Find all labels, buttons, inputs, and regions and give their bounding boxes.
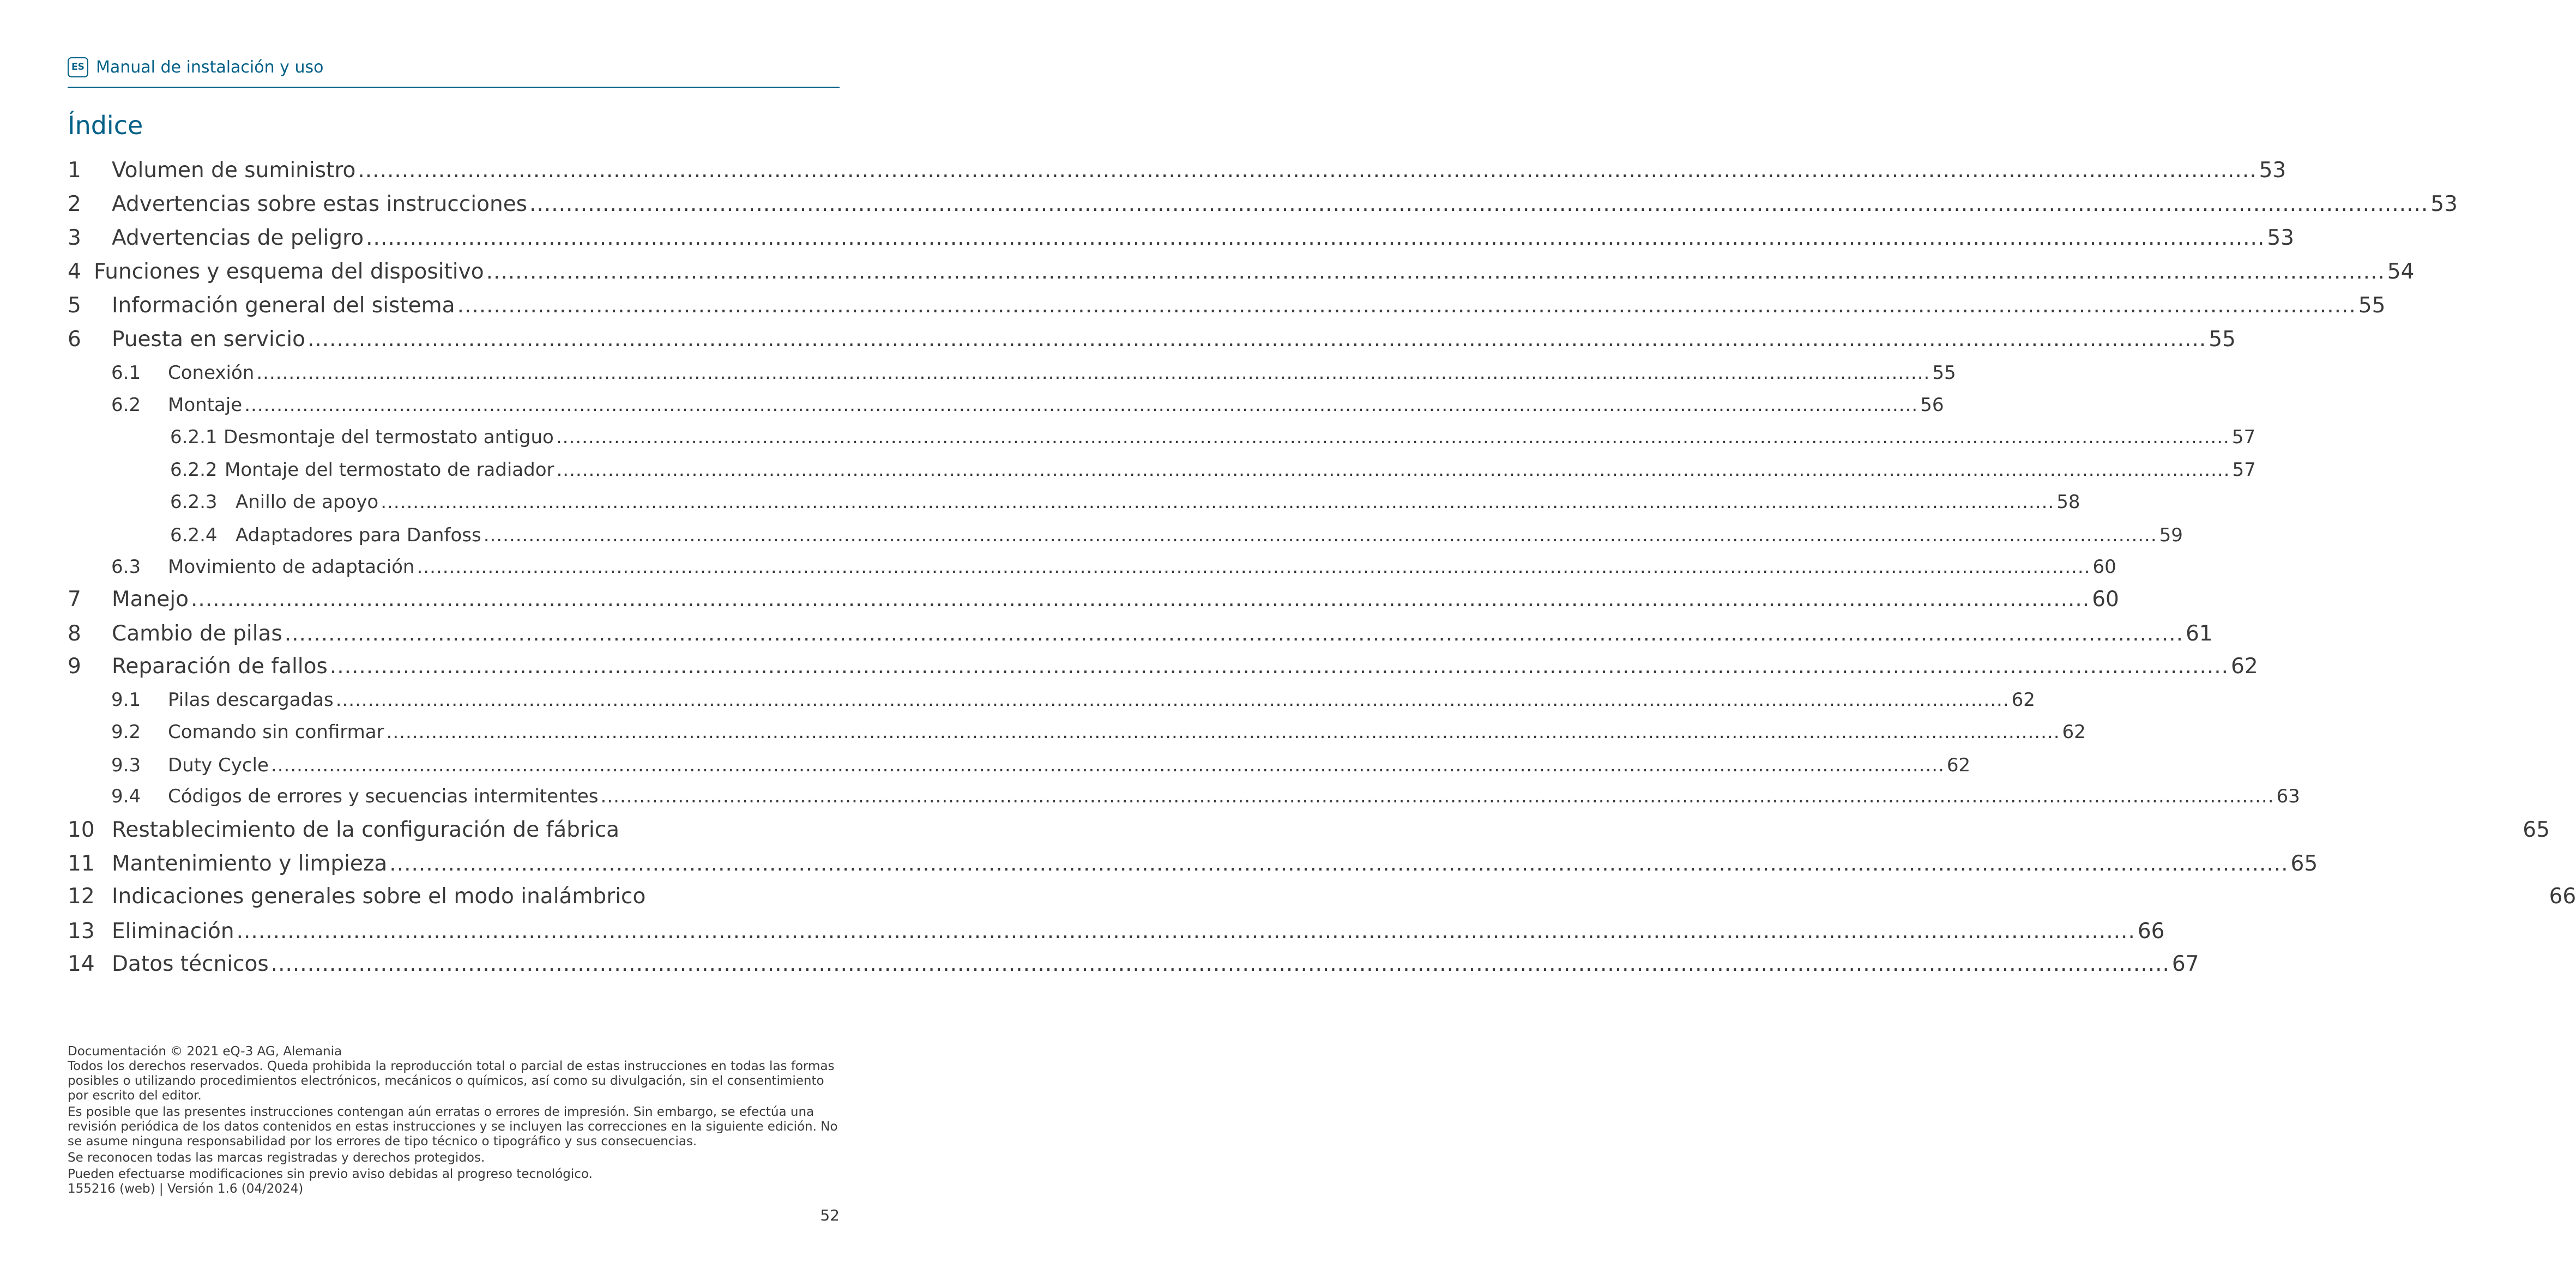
toc-entry-page: 54 [2387,259,2415,284]
toc-entry-page: 55 [2358,293,2386,318]
toc-dot-leader: .................................................................................................................................................................................................................................................................... [244,394,1919,416]
language-badge: ES [68,57,88,77]
toc-entry-number: 6.2.1 [170,426,218,448]
toc-entry-number: 6.1 [111,362,141,384]
toc-entry-title: Funciones y esquema del dispositivo [94,259,484,284]
toc-dot-leader: .................................................................................................................................................................................................................................................................... [236,919,2135,944]
toc-entry-number: 9.3 [111,754,141,776]
toc-entry-number: 6.2.4 [170,524,218,546]
toc-entry[interactable] [111,394,1944,418]
toc-entry-title: Advertencias sobre estas instrucciones [112,192,528,216]
toc-entry-page: 66 [2549,884,2576,909]
toc-entry-title: Montaje del termostato de radiador [225,459,554,481]
toc-dot-leader: .................................................................................................................................................................................................................................................................... [329,654,2229,679]
toc-dot-leader: .................................................................................................................................................................................................................................................................... [600,785,2275,807]
toc-entry[interactable] [68,226,2294,253]
toc-entry-page: 53 [2430,192,2458,216]
toc-entry-number: 12 [68,884,95,909]
toc-entry-number: 9 [68,654,81,679]
toc-entry-number: 5 [68,293,81,318]
toc-entry[interactable] [111,362,1956,386]
toc-entry-title: Reparación de fallos [112,654,328,679]
toc-entry-number: 11 [68,851,95,876]
toc-entry[interactable] [68,654,2258,681]
toc-entry-page: 62 [2011,689,2035,711]
toc-entry[interactable] [111,721,2086,745]
toc-entry-page: 57 [2232,459,2256,481]
toc-entry[interactable] [68,621,2213,649]
toc-entry-page: 56 [1920,394,1944,416]
toc-dot-leader: .................................................................................................................................................................................................................................................................... [381,491,2055,513]
toc-entry-page: 59 [2159,524,2183,546]
toc-entry-number: 9.1 [111,689,141,711]
toc-entry-number: 9.4 [111,785,141,807]
toc-entry-title: Pilas descargadas [168,689,334,711]
modifications-line: Pueden efectuarse modificaciones sin previo aviso debidas al progreso tecnológico. [68,1167,593,1181]
toc-entry-number: 8 [68,621,81,646]
toc-dot-leader: .................................................................................................................................................................................................................................................................... [417,556,2091,578]
toc-dot-leader: .................................................................................................................................................................................................................................................................... [529,192,2429,216]
toc-entry-number: 4 [68,259,81,284]
toc-entry-title: Información general del sistema [112,293,455,318]
toc-dot-leader: .................................................................................................................................................................................................................................................................... [358,158,2257,183]
toc-entry-title: Montaje [168,394,243,416]
toc-dot-leader: .................................................................................................................................................................................................................................................................... [190,587,2090,612]
rights-paragraph: Todos los derechos reservados. Queda prohibida la reproducción total o parcial de estas instrucciones en todas las formas posibles o utilizando procedimientos electrónicos, mecánicos o químicos, así como su divulgación, sin el consentimiento por escrito del editor. [68,1059,835,1103]
toc-entry-number: 6.2.3 [170,491,218,513]
toc-entry[interactable] [68,192,2458,219]
toc-entry-page: 57 [2231,426,2256,448]
toc-entry[interactable] [111,785,2300,809]
toc-dot-leader: .................................................................................................................................................................................................................................................................... [270,952,2170,976]
toc-entry-number: 3 [68,226,81,250]
toc-entry-title: Volumen de suministro [112,158,356,183]
toc-entry-page: 67 [2171,952,2199,976]
toc-entry-page: 62 [2062,721,2086,743]
toc-entry[interactable] [68,293,2386,321]
toc-entry-number: 9.2 [111,721,141,743]
toc-dot-leader: .................................................................................................................................................................................................................................................................... [335,689,2010,711]
toc-entry[interactable] [68,818,2550,845]
toc-dot-leader: .................................................................................................................................................................................................................................................................... [366,226,2265,250]
page-number: 52 [820,1206,840,1224]
toc-entry-page: 60 [2092,587,2119,612]
toc-entry-title: Eliminación [112,919,234,944]
toc-entry-number: 6.2 [111,394,141,416]
toc-dot-leader: .................................................................................................................................................................................................................................................................... [256,362,1931,384]
toc-entry-page: 62 [2231,654,2258,679]
toc-dot-leader: .................................................................................................................................................................................................................................................................... [457,293,2356,318]
toc-entry[interactable] [111,754,1971,778]
legal-footer [68,1044,840,1197]
toc-entry[interactable] [68,952,2199,979]
page-title: Índice [68,111,143,140]
toc-entry-title: Advertencias de peligro [112,226,364,250]
toc-entry[interactable] [111,556,2116,580]
toc-entry-page: 53 [2267,226,2294,250]
toc-entry-page: 65 [2523,818,2550,842]
toc-entry-page: 66 [2137,919,2165,944]
toc-entry[interactable] [170,524,2183,548]
toc-entry-title: Conexión [168,362,255,384]
trademarks-line: Se reconocen todas las marcas registradas y derechos protegidos. [68,1151,485,1165]
toc-entry-page: 55 [2209,327,2236,352]
toc-entry-page: 58 [2056,491,2080,513]
toc-dot-leader: .................................................................................................................................................................................................................................................................... [556,426,2230,448]
toc-entry-page: 60 [2092,556,2116,578]
toc-entry-title: Manejo [112,587,189,612]
toc-entry-title: Duty Cycle [168,754,269,776]
toc-entry[interactable] [68,919,2165,946]
toc-dot-leader: .................................................................................................................................................................................................................................................................... [386,721,2060,743]
toc-entry-title: Cambio de pilas [112,621,282,646]
toc-dot-leader: .................................................................................................................................................................................................................................................................... [483,524,2157,546]
copyright-line: Documentación © 2021 eQ-3 AG, Alemania [68,1044,342,1059]
toc-entry-title: Códigos de errores y secuencias intermitentes [168,785,599,807]
toc-entry-number: 6.2.2 [170,459,218,481]
toc-entry-title: Desmontaje del termostato antiguo [224,426,554,448]
toc-entry[interactable] [170,491,2080,515]
toc-entry[interactable] [68,158,2287,185]
toc-entry-title: Mantenimiento y limpieza [112,851,388,876]
toc-dot-leader: .................................................................................................................................................................................................................................................................... [556,459,2230,481]
toc-entry[interactable] [170,426,2256,450]
toc-entry-page: 62 [1946,754,1971,776]
toc-entry[interactable] [68,259,2415,287]
toc-entry-title: Indicaciones generales sobre el modo inalámbrico [112,884,646,909]
toc-entry-number: 6 [68,327,81,352]
toc-entry-title: Anillo de apoyo [236,491,379,513]
toc-entry[interactable] [68,851,2318,879]
toc-entry-number: 14 [68,952,95,976]
version-line: 155216 (web) | Versión 1.6 (04/2024) [68,1182,304,1196]
toc-entry-number: 6.3 [111,556,141,578]
toc-entry-number: 7 [68,587,81,612]
toc-dot-leader: .................................................................................................................................................................................................................................................................... [307,327,2207,352]
toc-dot-leader: .................................................................................................................................................................................................................................................................... [486,259,2385,284]
toc-entry-page: 63 [2276,785,2300,807]
toc-entry-page: 53 [2259,158,2287,183]
manual-title: Manual de instalación y uso [96,58,324,77]
toc-entry[interactable] [68,884,2576,911]
toc-entry-page: 65 [2290,851,2318,876]
toc-dot-leader: .................................................................................................................................................................................................................................................................... [389,851,2289,876]
toc-entry[interactable] [68,327,2236,354]
toc-entry-number: 1 [68,158,81,183]
toc-entry-title: Comando sin confirmar [168,721,384,743]
toc-entry-number: 10 [68,818,95,842]
toc-entry-title: Datos técnicos [112,952,269,976]
toc-entry-title: Movimiento de adaptación [168,556,415,578]
toc-entry[interactable] [170,459,2256,483]
toc-dot-leader: .................................................................................................................................................................................................................................................................... [270,754,1945,776]
toc-entry-page: 55 [1932,362,1956,384]
toc-entry[interactable] [111,689,2035,713]
toc-entry-title: Restablecimiento de la configuración de fábrica [112,818,620,842]
toc-entry-number: 2 [68,192,81,216]
toc-entry-title: Puesta en servicio [112,327,305,352]
errata-paragraph: Es posible que las presentes instrucciones contengan aún erratas o errores de impresión. Sin embargo, se efectúa una revisión periódica de los datos contenidos en estas instrucciones y se incluyen las correcciones en la siguiente edición. No se asume ninguna responsabilidad por los errores de tipo técnico o tipográfico y sus consecuencias. [68,1105,838,1149]
toc-entry-page: 61 [2185,621,2213,646]
toc-entry-title: Adaptadores para Danfoss [236,524,481,546]
toc-dot-leader: .................................................................................................................................................................................................................................................................... [284,621,2183,646]
toc-entry-number: 13 [68,919,95,944]
toc-entry[interactable] [68,587,2119,614]
